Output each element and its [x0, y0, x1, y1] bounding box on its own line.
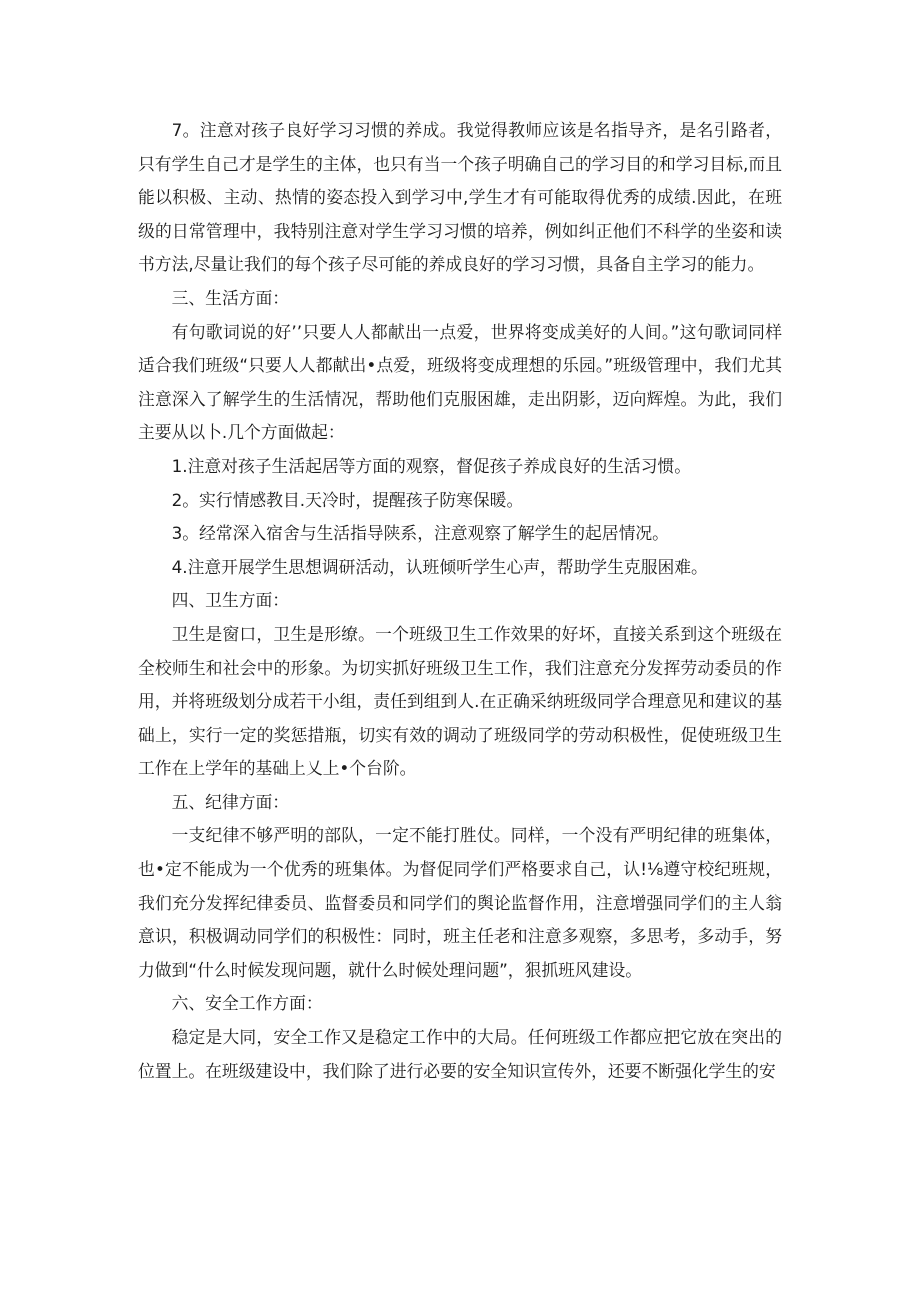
- list-item-life-4: 4.注意开展学生思想调研活动，认班倾听学生心声，帮助学生克服困难。: [171, 556, 708, 577]
- document-body: [138, 114, 782, 1088]
- section-heading-discipline: 五、纪律方面：: [171, 791, 290, 812]
- paragraph-discipline: 一支纪律不够严明的部队，一定不能打胜仗。同样，一个没有严明纪律的班集体，也•定不能成为一个优秀的班集体。为督促同学们严格要求自己，认!⅛遵守校纪班规，我们充分发挥纪律委员、监督委员和同学们的舆论监督作用，注意增强同学们的主人翁意识，积极调动同学们的积极性：同时，班主任老和注意多观察，多思考，多动手，努力做到“什么时候发现问题，就什么时候处理问题”，狠抓班风建设。: [138, 825, 782, 980]
- paragraph-study-habits: 7。注意对孩子良好学习习惯的养成。我觉得教师应该是名指导齐，是名引路者，只有学生自己才是学生的主体，也只有当一个孩子明确自己的学习目的和学习目标,而且能以积极、主动、热情的姿态投入到学习中,学生才有可能取得优秀的成绩.因此，在班级的日常管理中，我特别注意对学生学习习惯的培养，例如纠正他们不科学的坐姿和读书方法,尽量让我们的每个孩子尽可能的养成良好的学习习惯，具备自主学习的能力。: [138, 120, 782, 275]
- section-heading-safety: 六、安全工作方面：: [171, 993, 323, 1014]
- paragraph-hygiene: 卫生是窗口，卫生是形缭。一个班级卫生工作效果的好坏，直接关系到这个班级在全校师生和社会中的形象。为切实抓好班级卫生工作，我们注意充分发挥劳动委员的作用，并将班级划分成若干小组，责任到组到人.在正确采纳班级同学合理意见和建议的基础上，实行一定的奖惩措瓶，切实有效的调动了班级同学的劳动积极性，促使班级卫生工作在上学年的基础上乂上•个台阶。: [138, 623, 782, 779]
- section-heading-hygiene: 四、卫生方面：: [171, 590, 290, 611]
- section-heading-life: 三、生活方面：: [171, 287, 290, 308]
- paragraph-life-intro: 有句歌词说的好’’只要人人都献出一点爱，世界将变成美好的人间。”这句歌词同样适合我们班级“只要人人都献出•点爱，班级将变成理想的乐园。”班级管理中，我们尤其注意深入了解学生的生活情况，帮助他们克服困雄，走出阴影，迈向辉煌。为此，我们主要从以卜.几个方面做起：: [138, 321, 782, 443]
- list-item-life-2: 2。实行情感教目.天冷时，提醒孩子防寒保暖。: [171, 489, 524, 510]
- list-item-life-3: 3。经常深入宿舍与生活指导陕系，注意观察了解学生的起居情况。: [171, 523, 669, 544]
- list-item-life-1: 1.注意对孩子生活起居等方面的观察，督促孩子养成良好的生活习惯。: [171, 455, 692, 476]
- paragraph-safety: 稳定是大同，安全工作又是稳定工作中的大局。任何班级工作都应把它放在突出的位置上。在班级建设中，我们除了进行必要的安全知识宣传外，还要不断强化学生的安: [138, 1027, 782, 1081]
